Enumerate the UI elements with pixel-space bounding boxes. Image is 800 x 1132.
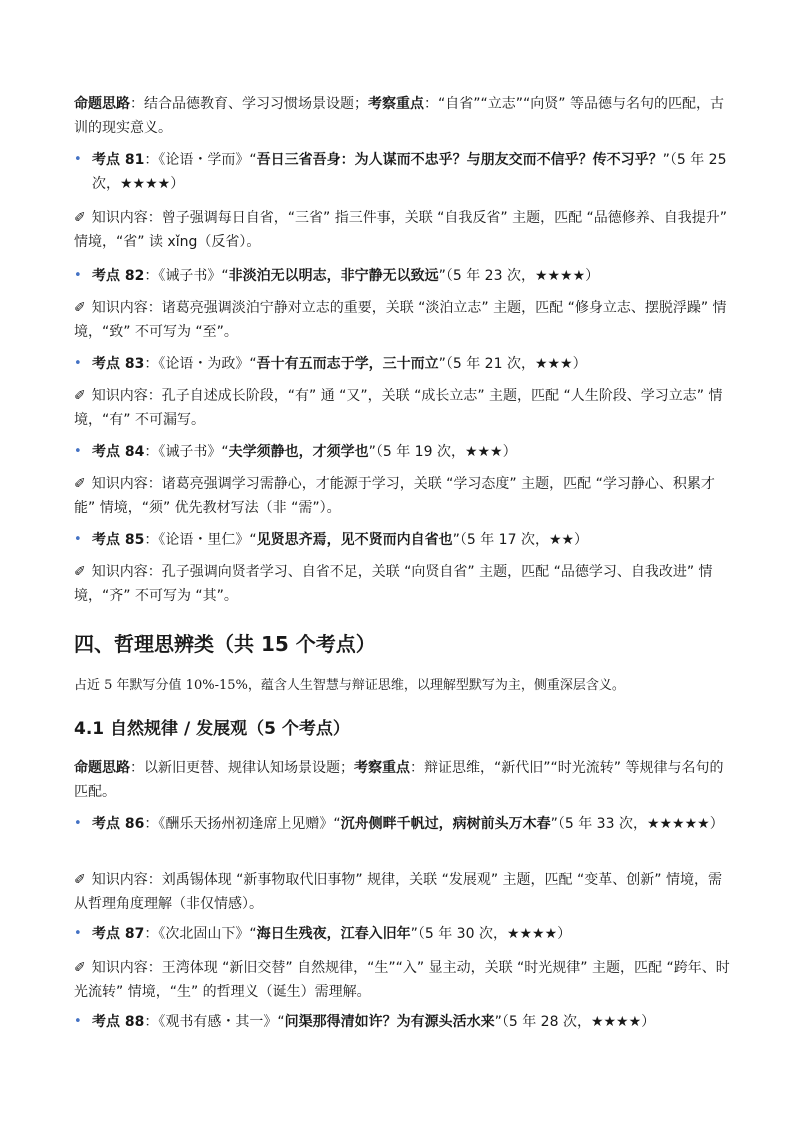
kaodian-number: 考点 88 — [92, 1014, 145, 1030]
kaodian-source: ：《论语・为政》“ — [144, 356, 257, 372]
kaodian-number: 考点 83 — [92, 356, 145, 372]
section-4-heading: 四、哲理思辨类（共 15 个考点） — [74, 632, 376, 656]
kaodian-quote: 海日生残夜，江春入旧年 — [256, 926, 411, 942]
knowledge-82 — [74, 296, 734, 344]
section-4-1-paragraph — [74, 756, 734, 804]
block1-text-1: ：结合品德教育、学习习惯场景设题； — [130, 96, 368, 112]
kaodian-quote: 夫学须静也，才须学也 — [228, 444, 369, 460]
bullet-dot-icon: • — [74, 1014, 82, 1029]
kaodian-source: ：《论语・里仁》“ — [144, 532, 257, 548]
knowledge-text: 知识内容：曾子强调每日自省，“三省” 指三件事，关联 “自我反省” 主题，匹配 “品德修养、自我提升” 情境，“省” 读 xǐng（反省）。 — [74, 210, 728, 250]
kaodian-frequency: ”（5 年 25 次，★★★★） — [92, 152, 727, 192]
pencil-icon: ✐ — [74, 564, 86, 580]
knowledge-text: 知识内容：诸葛亮强调学习需静心，才能源于学习，关联 “学习态度” 主题，匹配 “学习静心、积累才能” 情境，“须” 优先教材写法（非 “需”）。 — [74, 476, 715, 516]
kaodian-source: ：《次北固山下》“ — [144, 926, 257, 942]
section-4-1-text-1: ：以新旧更替、规律认知场景设题； — [130, 760, 354, 776]
kaodian-82 — [74, 264, 752, 288]
kaodian-frequency: ”（5 年 28 次，★★★★） — [494, 1014, 656, 1030]
bullet-dot-icon: • — [74, 268, 82, 283]
block1-label-1: 命题思路 — [74, 96, 130, 112]
block1-text-2: ：“自省”“立志”“向贤” 等品德与名句的匹配，古训的现实意义。 — [74, 96, 724, 136]
knowledge-84 — [74, 472, 734, 520]
kaodian-number: 考点 81 — [92, 152, 145, 168]
kaodian-quote: 沉舟侧畔千帆过，病树前头万木春 — [340, 816, 551, 832]
kaodian-frequency: ”（5 年 19 次，★★★） — [368, 444, 517, 460]
knowledge-83 — [74, 384, 734, 432]
kaodian-number: 考点 82 — [92, 268, 145, 284]
section-4-1-heading: 4.1 自然规律 / 发展观（5 个考点） — [74, 719, 350, 739]
bullet-dot-icon: • — [74, 444, 82, 459]
kaodian-83 — [74, 352, 752, 376]
knowledge-87 — [74, 956, 734, 1004]
kaodian-number: 考点 85 — [92, 532, 145, 548]
kaodian-quote: 吾十有五而志于学，三十而立 — [256, 356, 439, 372]
kaodian-number: 考点 86 — [92, 816, 145, 832]
pencil-icon: ✐ — [74, 960, 86, 976]
kaodian-frequency: ”（5 年 33 次，★★★★★） — [550, 816, 724, 832]
kaodian-frequency: ”（5 年 30 次，★★★★） — [410, 926, 572, 942]
kaodian-frequency: ”（5 年 23 次，★★★★） — [438, 268, 600, 284]
kaodian-86 — [74, 812, 752, 836]
kaodian-source: ：《观书有感・其一》“ — [144, 1014, 285, 1030]
kaodian-84 — [74, 440, 752, 464]
pencil-icon: ✐ — [74, 872, 86, 888]
pencil-icon: ✐ — [74, 476, 86, 492]
bullet-dot-icon: • — [74, 356, 82, 371]
knowledge-81 — [74, 206, 734, 254]
kaodian-81 — [74, 148, 752, 196]
kaodian-85 — [74, 528, 752, 552]
kaodian-source: ：《论语・学而》“ — [144, 152, 257, 168]
knowledge-86 — [74, 868, 734, 916]
bullet-dot-icon: • — [74, 152, 82, 167]
kaodian-number: 考点 84 — [92, 444, 145, 460]
section-4-1-label-2: 考察重点 — [354, 760, 410, 776]
kaodian-quote: 吾日三省吾身：为人谋而不忠乎？与朋友交而不信乎？传不习乎？ — [256, 152, 663, 168]
kaodian-frequency: ”（5 年 21 次，★★★） — [438, 356, 587, 372]
block1-paragraph — [74, 92, 734, 140]
knowledge-text: 知识内容：王湾体现 “新旧交替” 自然规律，“生”“入” 显主动，关联 “时光规律” 主题，匹配 “跨年、时光流转” 情境，“生” 的哲理义（诞生）需理解。 — [74, 960, 730, 1000]
kaodian-quote: 非淡泊无以明志，非宁静无以致远 — [228, 268, 439, 284]
section-4-1-text-2: ：辩证思维，“新代旧”“时光流转” 等规律与名句的匹配。 — [74, 760, 724, 800]
pencil-icon: ✐ — [74, 210, 86, 226]
knowledge-text: 知识内容：孔子强调向贤者学习、自省不足，关联 “向贤自省” 主题，匹配 “品德学习、自我改进” 情境，“齐” 不可写为 “其”。 — [74, 564, 713, 604]
kaodian-source: ：《诫子书》“ — [144, 268, 229, 284]
kaodian-number: 考点 87 — [92, 926, 145, 942]
kaodian-88 — [74, 1010, 752, 1034]
kaodian-source: ：《酬乐天扬州初逢席上见赠》“ — [144, 816, 341, 832]
knowledge-85 — [74, 560, 734, 608]
knowledge-text: 知识内容：刘禹锡体现 “新事物取代旧事物” 规律，关联 “发展观” 主题，匹配 “变革、创新” 情境，需从哲理角度理解（非仅情感）。 — [74, 872, 722, 912]
pencil-icon: ✐ — [74, 388, 86, 404]
kaodian-quote: 问渠那得清如许？为有源头活水来 — [284, 1014, 495, 1030]
kaodian-87 — [74, 922, 752, 946]
section-4-1-label-1: 命题思路 — [74, 760, 130, 776]
bullet-dot-icon: • — [74, 532, 82, 547]
bullet-dot-icon: • — [74, 816, 82, 831]
bullet-dot-icon: • — [74, 926, 82, 941]
knowledge-text: 知识内容：孔子自述成长阶段，“有” 通 “又”，关联 “成长立志” 主题，匹配 “人生阶段、学习立志” 情境，“有” 不可漏写。 — [74, 388, 723, 428]
section-4-intro: 占近 5 年默写分值 10%-15%，蕴含人生智慧与辩证思维，以理解型默写为主，侧重深层含义。 — [74, 678, 625, 693]
block1-label-2: 考察重点 — [368, 96, 424, 112]
pencil-icon: ✐ — [74, 300, 86, 316]
knowledge-text: 知识内容：诸葛亮强调淡泊宁静对立志的重要，关联 “淡泊立志” 主题，匹配 “修身立志、摆脱浮躁” 情境，“致” 不可写为 “至”。 — [74, 300, 727, 340]
kaodian-source: ：《诫子书》“ — [144, 444, 229, 460]
kaodian-quote: 见贤思齐焉，见不贤而内自省也 — [256, 532, 453, 548]
kaodian-frequency: ”（5 年 17 次，★★） — [452, 532, 589, 548]
